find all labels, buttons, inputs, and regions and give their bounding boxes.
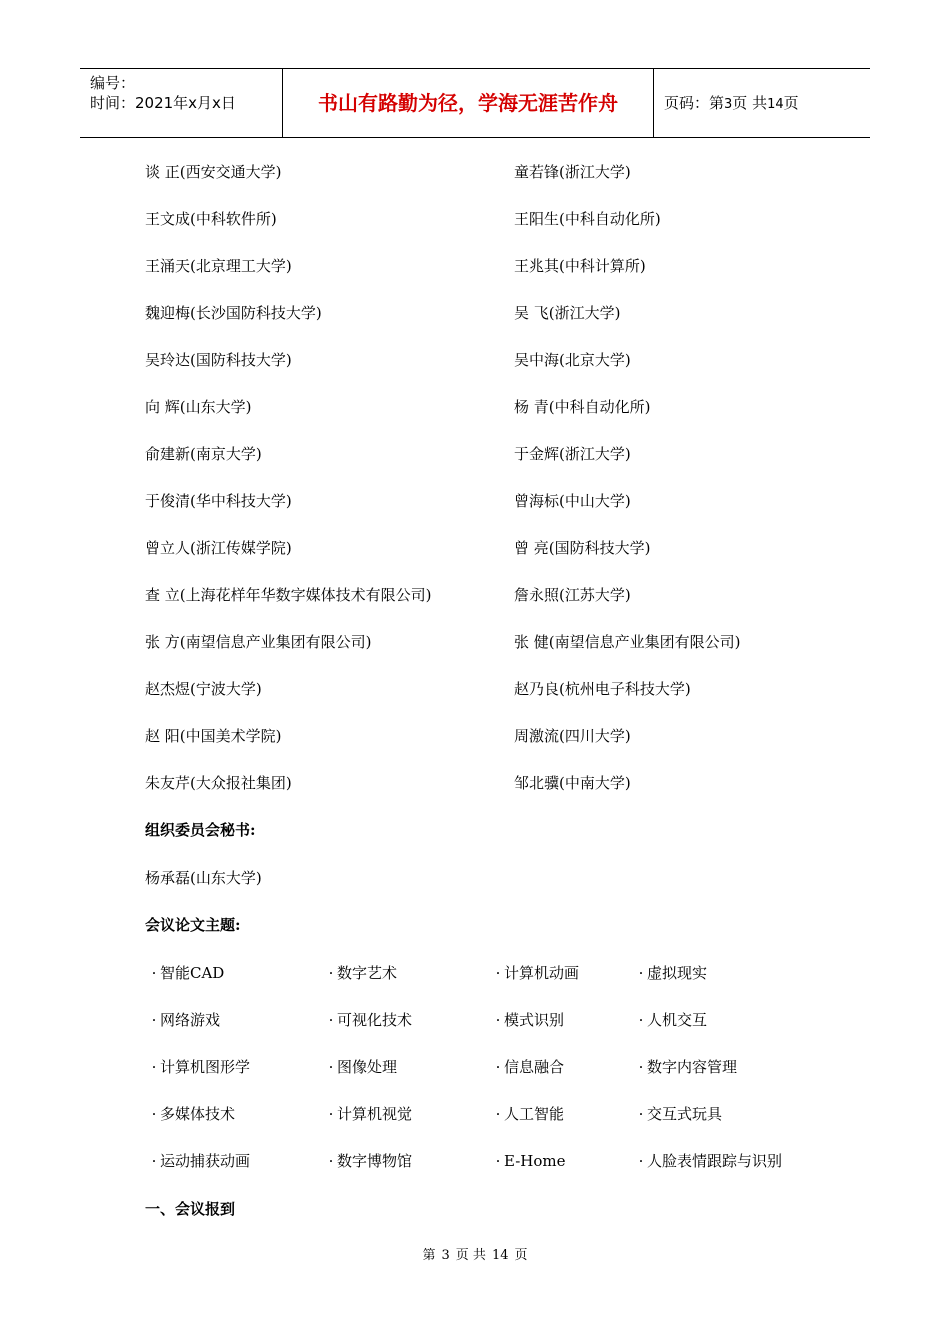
document-header bbox=[80, 68, 870, 138]
bullet-icon: · bbox=[328, 964, 334, 982]
section-heading: 一、会议报到 bbox=[145, 1200, 236, 1218]
header-meta bbox=[80, 69, 282, 137]
member-name: 周激流(四川大学) bbox=[514, 727, 631, 745]
bullet-icon: · bbox=[638, 1152, 644, 1170]
topic-item: · 运动捕获动画 bbox=[148, 1151, 250, 1171]
bullet-icon: · bbox=[328, 1105, 334, 1123]
member-name: 查 立(上海花样年华数字媒体技术有限公司) bbox=[145, 586, 432, 604]
bullet-icon: · bbox=[495, 1058, 501, 1076]
header-number-label: 编号： bbox=[90, 74, 136, 92]
member-name: 吴 飞(浙江大学) bbox=[514, 304, 621, 322]
topic-item: · 信息融合 bbox=[492, 1057, 564, 1077]
member-name: 朱友芹(大众报社集团) bbox=[145, 774, 292, 792]
topic-item: · 数字艺术 bbox=[325, 963, 397, 983]
member-name: 谈 正(西安交通大学) bbox=[145, 163, 282, 181]
footer-current-page: 3 bbox=[441, 1248, 450, 1263]
bullet-icon: · bbox=[151, 1105, 157, 1123]
member-name: 童若锋(浙江大学) bbox=[514, 163, 631, 181]
topic-item: · 图像处理 bbox=[325, 1057, 397, 1077]
header-page-info bbox=[654, 69, 870, 137]
bullet-icon: · bbox=[495, 964, 501, 982]
topic-item: · 智能CAD bbox=[148, 963, 224, 983]
header-page-total: 14 bbox=[767, 97, 784, 112]
member-name: 赵乃良(杭州电子科技大学) bbox=[514, 680, 691, 698]
member-name: 于金辉(浙江大学) bbox=[514, 445, 631, 463]
member-name: 赵杰煜(宁波大学) bbox=[145, 680, 262, 698]
member-name: 向 辉(山东大学) bbox=[145, 398, 252, 416]
footer-mid: 页 共 bbox=[455, 1248, 486, 1263]
header-page-mid: 页 共 bbox=[732, 94, 768, 112]
member-name: 曾海标(中山大学) bbox=[514, 492, 631, 510]
member-name: 杨 青(中科自动化所) bbox=[514, 398, 651, 416]
page-footer bbox=[0, 1247, 950, 1265]
member-name: 王涌天(北京理工大学) bbox=[145, 257, 292, 275]
member-name: 王文成(中科软件所) bbox=[145, 210, 277, 228]
bullet-icon: · bbox=[328, 1152, 334, 1170]
topic-item: · 人工智能 bbox=[492, 1104, 564, 1124]
topic-item: · 网络游戏 bbox=[148, 1010, 220, 1030]
member-name: 张 健(南望信息产业集团有限公司) bbox=[514, 633, 741, 651]
member-name: 赵 阳(中国美术学院) bbox=[145, 727, 282, 745]
header-time: 时间：2021年x月x日 bbox=[90, 94, 236, 112]
member-name: 俞建新(南京大学) bbox=[145, 445, 262, 463]
topics-heading: 会议论文主题: bbox=[145, 916, 241, 934]
bullet-icon: · bbox=[638, 964, 644, 982]
bullet-icon: · bbox=[495, 1105, 501, 1123]
topic-item: · 数字内容管理 bbox=[635, 1057, 737, 1077]
bullet-icon: · bbox=[638, 1105, 644, 1123]
member-name: 邹北骥(中南大学) bbox=[514, 774, 631, 792]
topic-item: · 虚拟现实 bbox=[635, 963, 707, 983]
topic-item: · 计算机动画 bbox=[492, 963, 579, 983]
member-name: 曾 亮(国防科技大学) bbox=[514, 539, 651, 557]
topic-item: · 模式识别 bbox=[492, 1010, 564, 1030]
bullet-icon: · bbox=[495, 1011, 501, 1029]
topic-item: · 人脸表情跟踪与识别 bbox=[635, 1151, 782, 1171]
topic-item: · 计算机视觉 bbox=[325, 1104, 412, 1124]
topic-item: · 计算机图形学 bbox=[148, 1057, 250, 1077]
header-motto: 书山有路勤为径，学海无涯苦作舟 bbox=[318, 91, 618, 115]
topic-item: · 多媒体技术 bbox=[148, 1104, 235, 1124]
bullet-icon: · bbox=[495, 1152, 501, 1170]
bullet-icon: · bbox=[328, 1011, 334, 1029]
member-name: 吴玲达(国防科技大学) bbox=[145, 351, 292, 369]
footer-pre: 第 bbox=[422, 1248, 436, 1263]
member-name: 于俊清(华中科技大学) bbox=[145, 492, 292, 510]
header-page-prefix: 页码：第 bbox=[664, 94, 725, 112]
bullet-icon: · bbox=[151, 1152, 157, 1170]
secretary-heading: 组织委员会秘书: bbox=[145, 821, 256, 839]
header-page-current: 3 bbox=[724, 97, 733, 112]
bullet-icon: · bbox=[151, 1011, 157, 1029]
header-page-suffix: 页 bbox=[783, 94, 799, 112]
topic-item: · E-Home bbox=[492, 1151, 566, 1171]
member-name: 王兆其(中科计算所) bbox=[514, 257, 646, 275]
topic-item: · 人机交互 bbox=[635, 1010, 707, 1030]
bullet-icon: · bbox=[638, 1011, 644, 1029]
member-name: 魏迎梅(长沙国防科技大学) bbox=[145, 304, 322, 322]
member-name: 张 方(南望信息产业集团有限公司) bbox=[145, 633, 372, 651]
topic-item: · 可视化技术 bbox=[325, 1010, 412, 1030]
topic-item: · 数字博物馆 bbox=[325, 1151, 412, 1171]
bullet-icon: · bbox=[328, 1058, 334, 1076]
member-name: 吴中海(北京大学) bbox=[514, 351, 631, 369]
bullet-icon: · bbox=[151, 964, 157, 982]
footer-total-pages: 14 bbox=[491, 1248, 509, 1263]
member-name: 曾立人(浙江传媒学院) bbox=[145, 539, 292, 557]
header-motto-cell bbox=[282, 69, 654, 137]
footer-post: 页 bbox=[514, 1248, 528, 1263]
topic-item: · 交互式玩具 bbox=[635, 1104, 722, 1124]
secretary-name: 杨承磊(山东大学) bbox=[145, 869, 262, 887]
member-name: 詹永照(江苏大学) bbox=[514, 586, 631, 604]
member-name: 王阳生(中科自动化所) bbox=[514, 210, 661, 228]
bullet-icon: · bbox=[638, 1058, 644, 1076]
bullet-icon: · bbox=[151, 1058, 157, 1076]
